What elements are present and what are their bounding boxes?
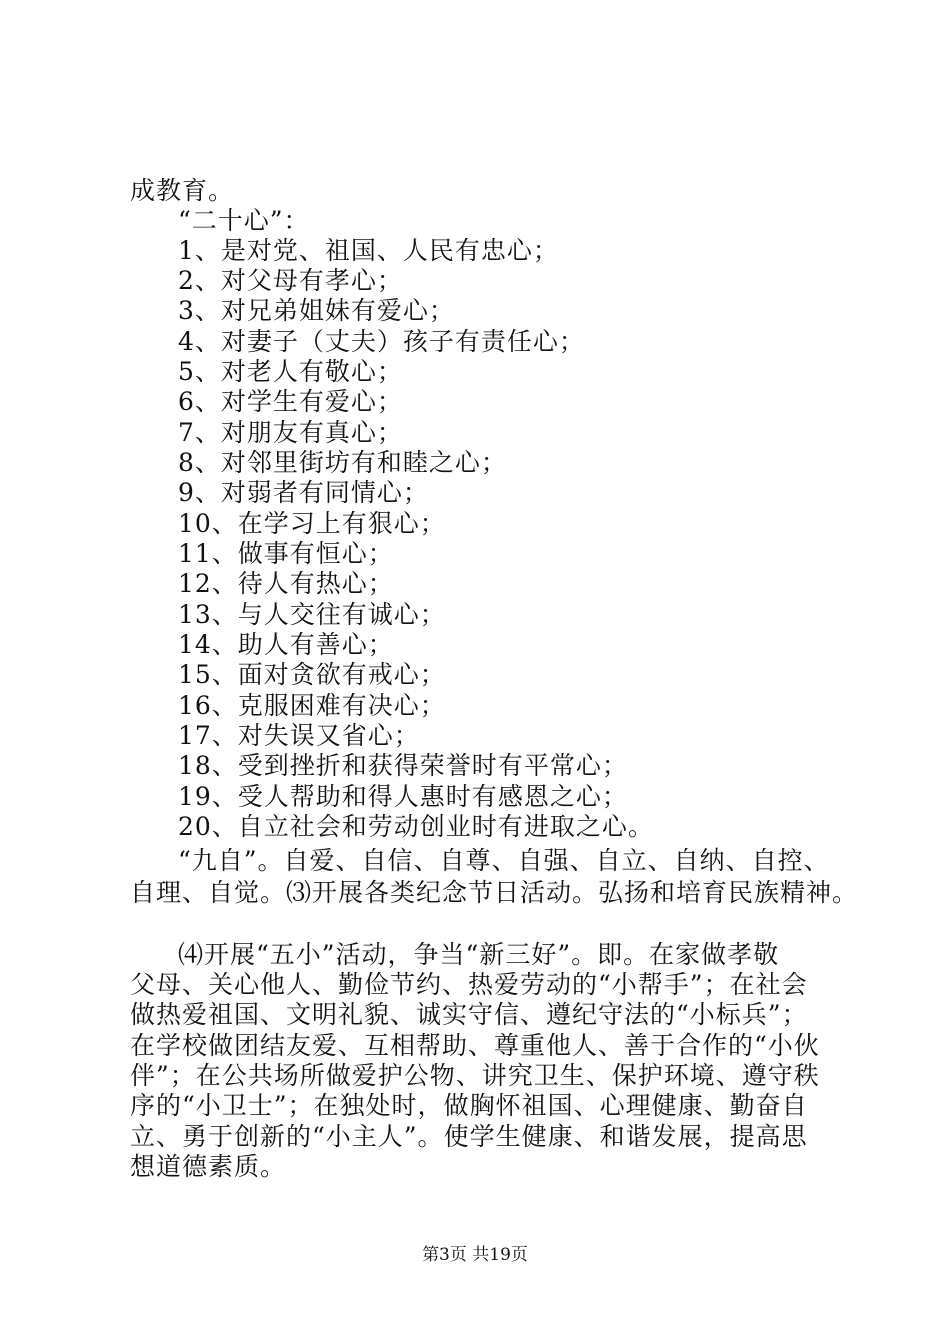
list-item: 11、做事有恒心；	[178, 539, 394, 568]
list-item: 12、待人有热心；	[178, 569, 394, 598]
list-item: 13、与人交往有诚心；	[178, 600, 446, 629]
list-item: 14、助人有善心；	[178, 630, 394, 659]
list-item: 8、对邻里街坊有和睦之心；	[178, 448, 507, 477]
wuxiao-paragraph-line: 立、勇于创新的“小主人”。使学生健康、和谐发展，提高思	[130, 1122, 808, 1151]
wuxiao-paragraph-line: 做热爱祖国、文明礼貌、诚实守信、遵纪守法的“小标兵”；	[130, 1000, 808, 1029]
list-item: 3、对兄弟姐妹有爱心；	[178, 296, 455, 325]
list-item: 20、自立社会和劳动创业时有进取之心。	[178, 812, 654, 841]
page-number-footer: 第3页 共19页	[422, 1245, 528, 1265]
list-item: 17、对失误又省心；	[178, 721, 420, 750]
list-item: 19、受人帮助和得人惠时有感恩之心；	[178, 782, 628, 811]
list-item: 1、是对党、祖国、人民有忠心；	[178, 236, 559, 265]
list-item: 6、对学生有爱心；	[178, 387, 403, 416]
list-item: 18、受到挫折和获得荣誉时有平常心；	[178, 751, 628, 780]
list-item: 7、对朋友有真心；	[178, 418, 403, 447]
wuxiao-paragraph-line: 父母、关心他人、勤俭节约、热爱劳动的“小帮手”；在社会	[130, 970, 808, 999]
list-item: 5、对老人有敬心；	[178, 357, 403, 386]
list-item: 10、在学习上有狠心；	[178, 509, 446, 538]
list-item: 9、对弱者有同情心；	[178, 478, 429, 507]
wuxiao-paragraph-line: 序的“小卫士”；在独处时，做胸怀祖国、心理健康、勤奋自	[130, 1091, 808, 1120]
list-item: 4、对妻子（丈夫）孩子有责任心；	[178, 327, 585, 356]
list-item: 15、面对贪欲有戒心；	[178, 660, 446, 689]
jiuzi-paragraph-line: “九自”。自爱、自信、自尊、自强、自立、自纳、自控、	[178, 846, 830, 875]
wuxiao-paragraph-line: 伴”；在公共场所做爱护公物、讲究卫生、保护环境、遵守秩	[130, 1061, 820, 1090]
ershixin-heading: “二十心”：	[178, 206, 310, 235]
intro-tail-text: 成教育。	[130, 176, 235, 205]
jiuzi-paragraph-line: 自理、自觉。⑶开展各类纪念节日活动。弘扬和培育民族精神。	[130, 878, 859, 907]
wuxiao-paragraph-line: ⑷开展“五小”活动，争当“新三好”。即。在家做孝敬	[178, 940, 780, 969]
wuxiao-paragraph-line: 想道德素质。	[130, 1152, 287, 1181]
wuxiao-paragraph-line: 在学校做团结友爱、互相帮助、尊重他人、善于合作的“小伙	[130, 1031, 820, 1060]
list-item: 2、对父母有孝心；	[178, 266, 403, 295]
list-item: 16、克服困难有决心；	[178, 691, 446, 720]
